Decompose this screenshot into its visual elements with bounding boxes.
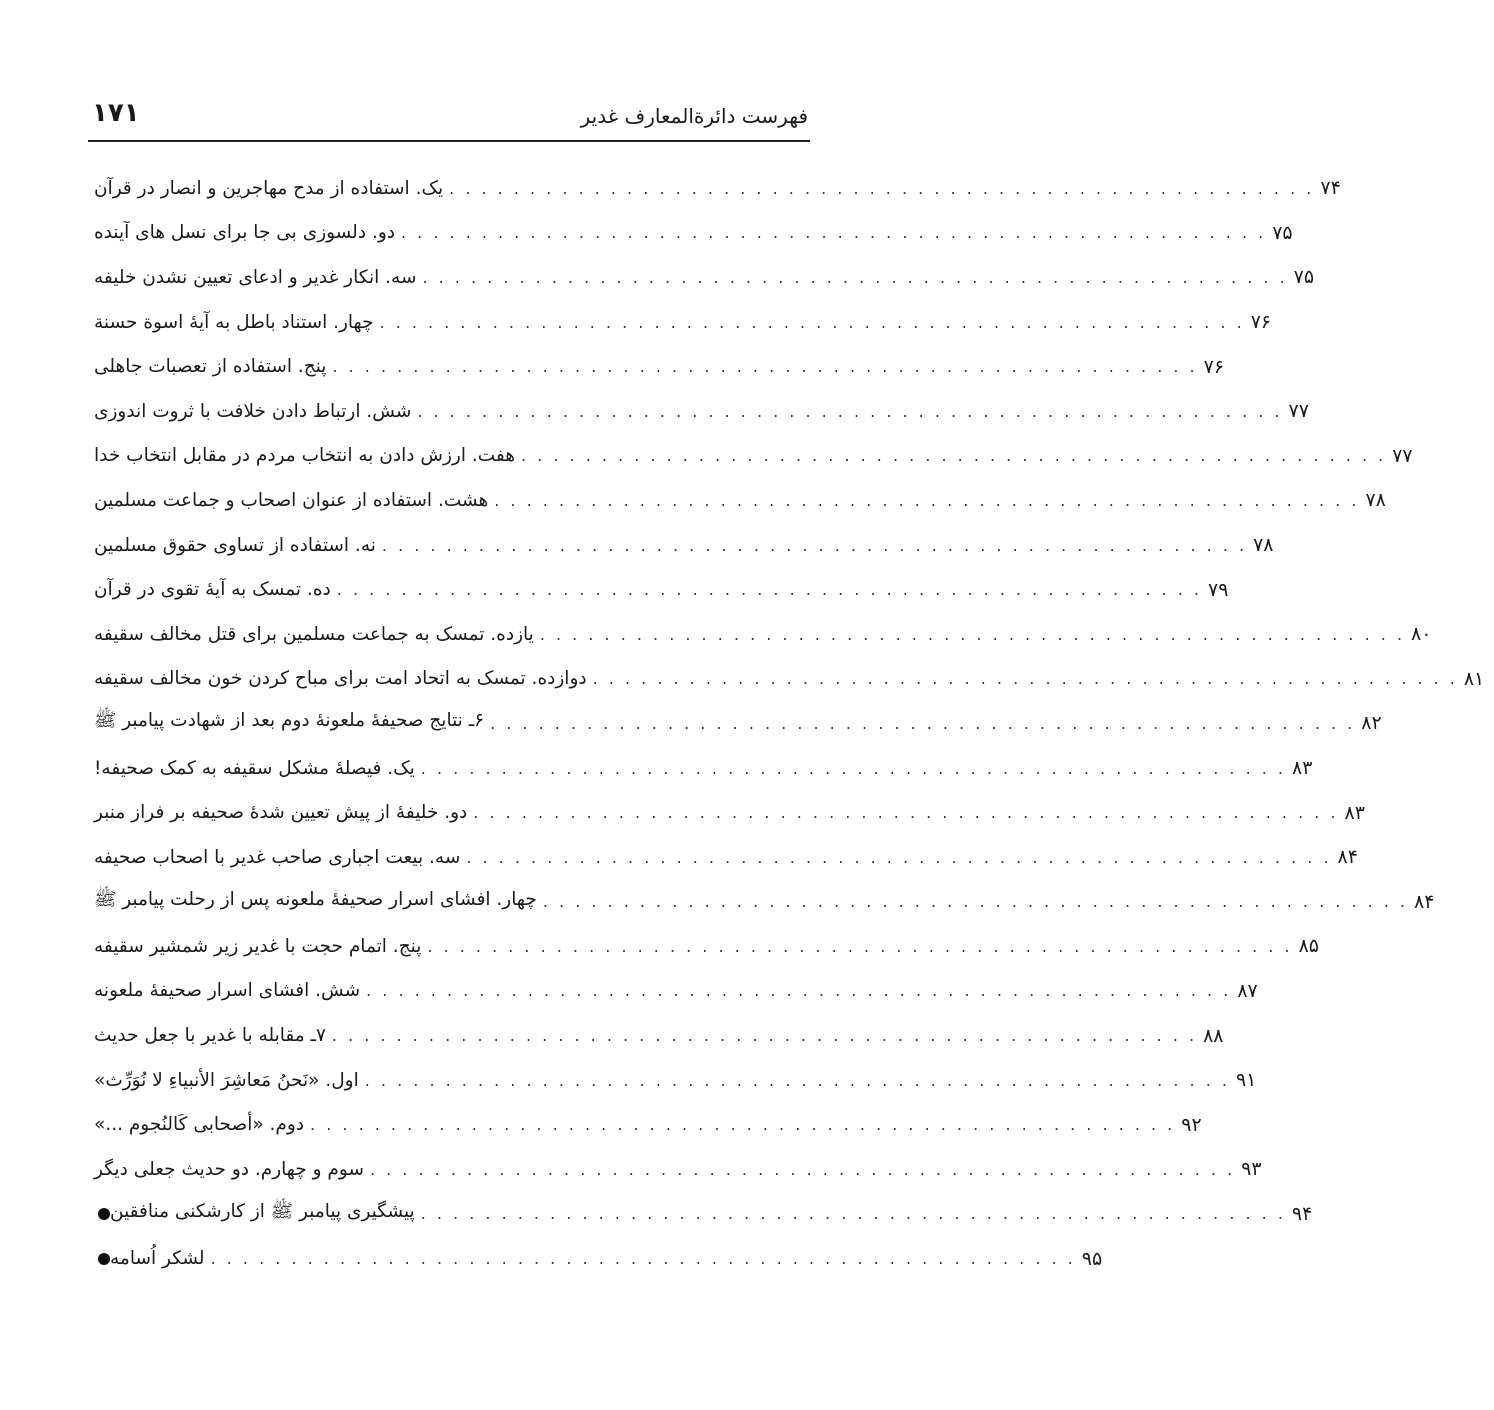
- dot-leader: . . . . . . . . . . . . . . . . . . . . . . . . . . . . . . . . . . . . . . . . . . . . . . . . . . . . . .: [494, 490, 1360, 510]
- toc-entry-page: ۸۸: [1203, 1024, 1224, 1047]
- bullet-icon: [98, 1208, 110, 1220]
- toc-entry-title: ۷ـ مقابله با غدیر با جعل حدیث: [94, 1025, 326, 1047]
- dot-leader: . . . . . . . . . . . . . . . . . . . . . . . . . . . . . . . . . . . . . . . . . . . . . . . . . . . . . .: [379, 312, 1245, 332]
- toc-entry: [90, 924, 1319, 969]
- toc-entry-page: ۹۴: [1291, 1202, 1313, 1225]
- dot-leader: . . . . . . . . . . . . . . . . . . . . . . . . . . . . . . . . . . . . . . . . . . . . . . . . . . . . . .: [473, 803, 1339, 823]
- dot-leader: . . . . . . . . . . . . . . . . . . . . . . . . . . . . . . . . . . . . . . . . . . . . . . . . . . . . . .: [420, 758, 1286, 778]
- toc-entry-title: یازده. تمسک به جماعت مسلمین برای قتل مخالف سقیفه: [94, 623, 534, 645]
- toc-entry-page: ۷۵: [1272, 221, 1293, 244]
- toc-entry-page: ۸۴: [1414, 890, 1435, 913]
- toc-entry-page: ۸۳: [1344, 801, 1365, 824]
- dot-leader: . . . . . . . . . . . . . . . . . . . . . . . . . . . . . . . . . . . . . . . . . . . . . . . . . . . . . .: [336, 580, 1202, 600]
- toc-entry-title: دوازده. تمسک به اتحاد امت برای مباح کردن خون مخالف سقیفه: [94, 668, 587, 690]
- dot-leader: . . . . . . . . . . . . . . . . . . . . . . . . . . . . . . . . . . . . . . . . . . . . . . . . . . . . . .: [542, 892, 1409, 912]
- toc-entry-page: ۹۵: [1081, 1247, 1103, 1270]
- toc-entry-title: دو. خلیفهٔ از پیش تعیین شدهٔ صحیفه بر فراز منبر: [94, 802, 468, 824]
- toc-entry-title: ۶ـ نتایج صحیفهٔ ملعونهٔ دوم بعد از شهادت پیامبر ﷺ: [94, 710, 485, 732]
- toc-entry: [90, 612, 1432, 657]
- dot-leader: . . . . . . . . . . . . . . . . . . . . . . . . . . . . . . . . . . . . . . . . . . . . . . . . . . . . . .: [420, 1204, 1286, 1224]
- toc-entry-page: ۹۱: [1235, 1069, 1257, 1092]
- dot-leader: . . . . . . . . . . . . . . . . . . . . . . . . . . . . . . . . . . . . . . . . . . . . . . . . . . . . . .: [592, 669, 1458, 689]
- toc-entry-title: اول. «نَحنُ مَعاشِرَ الأنبیاءِ لا نُوَرِّث»: [94, 1069, 359, 1091]
- toc-entry: [90, 166, 1341, 211]
- toc-entry: [90, 567, 1229, 612]
- toc-entry-page: ۸۰: [1411, 623, 1432, 646]
- dot-leader: . . . . . . . . . . . . . . . . . . . . . . . . . . . . . . . . . . . . . . . . . . . . . . . . . . . . . .: [427, 936, 1293, 956]
- dot-leader: . . . . . . . . . . . . . . . . . . . . . . . . . . . . . . . . . . . . . . . . . . . . . . . . . . . . . .: [521, 446, 1387, 466]
- bullet-icon: [98, 1253, 110, 1265]
- toc-entry-title: سه. انکار غدیر و ادعای تعیین نشدن خلیفه: [94, 266, 417, 288]
- dot-leader: . . . . . . . . . . . . . . . . . . . . . . . . . . . . . . . . . . . . . . . . . . . . . . . . . . . . . .: [310, 1115, 1176, 1135]
- toc-entry-title: یک. فیصلهٔ مشکل سقیفه به کمک صحیفه!: [94, 757, 415, 779]
- dot-leader: . . . . . . . . . . . . . . . . . . . . . . . . . . . . . . . . . . . . . . . . . . . . . . . . . . . . . .: [366, 981, 1232, 1001]
- toc-entry-page: ۷۸: [1253, 534, 1274, 557]
- dot-leader: . . . . . . . . . . . . . . . . . . . . . . . . . . . . . . . . . . . . . . . . . . . . . . . . . . . . . .: [539, 624, 1406, 644]
- dot-leader: . . . . . . . . . . . . . . . . . . . . . . . . . . . . . . . . . . . . . . . . . . . . . . . . . . . . . .: [490, 713, 1356, 733]
- toc-entry-title: نه. استفاده از تساوی حقوق مسلمین: [94, 534, 376, 556]
- toc-entry-title: لشکر اُسامه: [110, 1248, 205, 1270]
- toc-entry: [90, 1058, 1257, 1103]
- dot-leader: . . . . . . . . . . . . . . . . . . . . . . . . . . . . . . . . . . . . . . . . . . . . . . . . . . . . . .: [466, 847, 1332, 867]
- table-of-contents: [90, 166, 1485, 1281]
- toc-entry-page: ۷۷: [1392, 444, 1413, 467]
- toc-entry-title: دوم. «أصحابی کَالنُجوم ...»: [94, 1114, 305, 1136]
- toc-entry: [90, 1192, 1313, 1237]
- toc-entry-page: ۷۷: [1288, 400, 1309, 423]
- toc-entry-title: چهار. افشای اسرار صحیفهٔ ملعونه پس از رحلت پیامبر ﷺ: [94, 888, 537, 910]
- dot-leader: . . . . . . . . . . . . . . . . . . . . . . . . . . . . . . . . . . . . . . . . . . . . . . . . . . . . . .: [449, 178, 1315, 198]
- toc-entry-title: هفت. ارزش دادن به انتخاب مردم در مقابل انتخاب خدا: [94, 445, 516, 467]
- toc-entry: [90, 1147, 1262, 1192]
- toc-entry-title: شش. افشای اسرار صحیفهٔ ملعونه: [94, 980, 361, 1002]
- toc-entry-page: ۸۳: [1292, 757, 1313, 780]
- dot-leader: . . . . . . . . . . . . . . . . . . . . . . . . . . . . . . . . . . . . . . . . . . . . . . . . . . . . . .: [364, 1070, 1230, 1090]
- toc-entry-title: ده. تمسک به آیهٔ تقوی در قرآن: [94, 579, 331, 601]
- toc-entry: [90, 1013, 1224, 1058]
- toc-entry-page: ۷۹: [1207, 578, 1229, 601]
- toc-entry-title: هشت. استفاده از عنوان اصحاب و جماعت مسلمین: [94, 489, 489, 511]
- dot-leader: . . . . . . . . . . . . . . . . . . . . . . . . . . . . . . . . . . . . . . . . . . . . . . . . . . . . . .: [332, 357, 1198, 377]
- toc-entry-page: ۸۷: [1237, 979, 1258, 1002]
- toc-entry-page: ۷۴: [1320, 177, 1341, 200]
- toc-entry-title: سوم و چهارم. دو حدیث جعلی دیگر: [94, 1158, 364, 1180]
- toc-entry: [90, 255, 1315, 300]
- toc-entry: [90, 969, 1258, 1014]
- toc-entry-page: ۷۸: [1365, 489, 1386, 512]
- dot-leader: . . . . . . . . . . . . . . . . . . . . . . . . . . . . . . . . . . . . . . . . . . . . . . . . . . . . . .: [401, 223, 1267, 243]
- running-header: [88, 96, 810, 142]
- page-number: ۱۷۱: [92, 98, 140, 128]
- toc-entry-page: ۸۱: [1463, 667, 1485, 690]
- toc-entry-title: پنج. اتمام حجت با غدیر زیر شمشیر سقیفه: [94, 935, 422, 957]
- toc-entry-title: دو. دلسوزی بی جا برای نسل های آینده: [94, 222, 395, 244]
- toc-entry: [90, 1102, 1202, 1147]
- toc-entry: [90, 1236, 1103, 1281]
- toc-entry-page: ۹۳: [1241, 1158, 1262, 1181]
- toc-entry-page: ۷۶: [1203, 355, 1225, 378]
- toc-entry: [90, 790, 1365, 835]
- toc-entry: [90, 300, 1272, 345]
- toc-entry-page: ۷۶: [1250, 311, 1272, 334]
- toc-entry-title: سه. بیعت اجباری صاحب غدیر با اصحاب صحیفه: [94, 846, 461, 868]
- dot-leader: . . . . . . . . . . . . . . . . . . . . . . . . . . . . . . . . . . . . . . . . . . . . . . . . . . . . . .: [210, 1249, 1076, 1269]
- toc-entry-title: یک. استفاده از مدح مهاجرین و انصار در قرآن: [94, 177, 444, 199]
- toc-entry-page: ۸۴: [1337, 846, 1358, 869]
- toc-entry: [90, 211, 1293, 256]
- toc-entry-title: چهار. استناد باطل به آیهٔ اسوة حسنة: [94, 311, 374, 333]
- toc-entry: [90, 389, 1309, 434]
- toc-entry: [90, 657, 1485, 702]
- dot-leader: . . . . . . . . . . . . . . . . . . . . . . . . . . . . . . . . . . . . . . . . . . . . . . . . . . . . . .: [417, 401, 1283, 421]
- toc-entry: [90, 701, 1382, 746]
- dot-leader: . . . . . . . . . . . . . . . . . . . . . . . . . . . . . . . . . . . . . . . . . . . . . . . . . . . . . .: [369, 1159, 1236, 1179]
- toc-entry: [90, 835, 1358, 880]
- toc-entry: [90, 478, 1386, 523]
- toc-entry-page: ۸۵: [1298, 935, 1319, 958]
- toc-entry-page: ۹۲: [1181, 1113, 1202, 1136]
- running-header-title: فهرست دائرةالمعارف غدیر: [580, 104, 808, 128]
- dot-leader: . . . . . . . . . . . . . . . . . . . . . . . . . . . . . . . . . . . . . . . . . . . . . . . . . . . . . .: [422, 267, 1288, 287]
- toc-entry-title: پنج. استفاده از تعصبات جاهلی: [94, 356, 327, 378]
- dot-leader: . . . . . . . . . . . . . . . . . . . . . . . . . . . . . . . . . . . . . . . . . . . . . . . . . . . . . .: [381, 535, 1248, 555]
- toc-entry: [90, 523, 1274, 568]
- toc-entry: [90, 344, 1225, 389]
- toc-entry-title: پیشگیری پیامبر ﷺ از کارشکنی منافقین: [110, 1200, 415, 1222]
- toc-entry: [90, 746, 1313, 791]
- toc-entry-page: ۷۵: [1293, 266, 1315, 289]
- toc-entry-page: ۸۲: [1361, 712, 1382, 735]
- toc-entry: [90, 880, 1435, 925]
- dot-leader: . . . . . . . . . . . . . . . . . . . . . . . . . . . . . . . . . . . . . . . . . . . . . . . . . . . . . .: [331, 1026, 1198, 1046]
- toc-entry: [90, 434, 1413, 479]
- toc-entry-title: شش. ارتباط دادن خلافت با ثروت اندوزی: [94, 400, 412, 422]
